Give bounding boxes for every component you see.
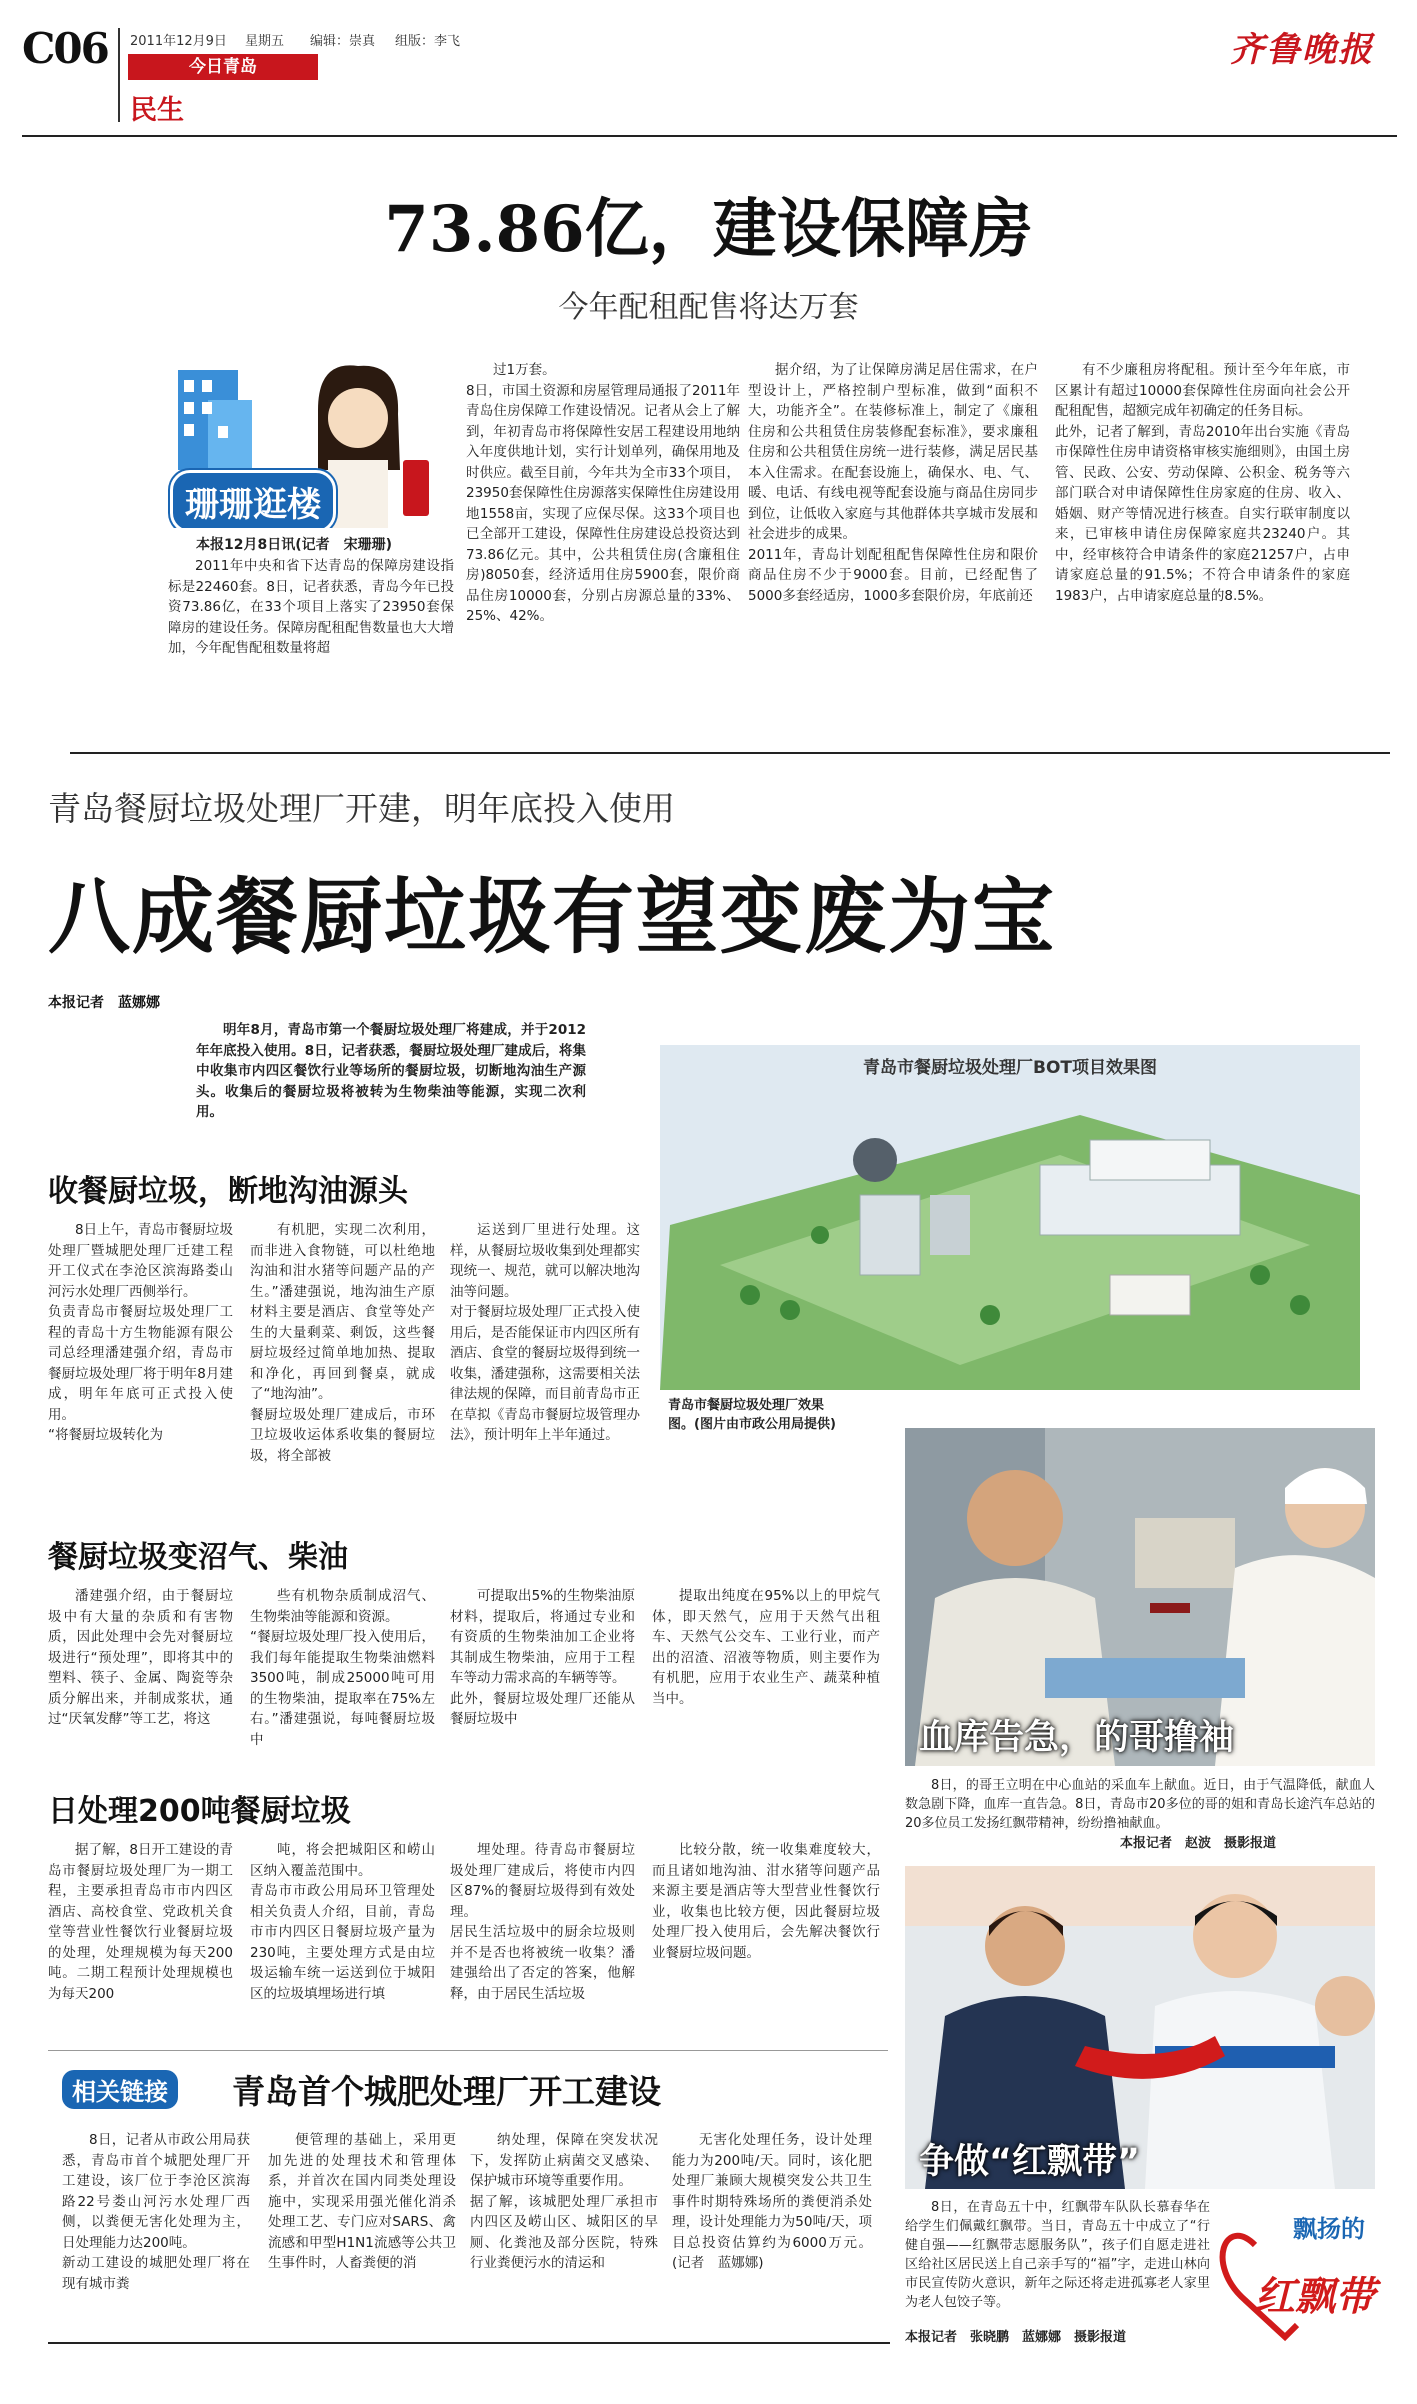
story2-s2-col-1-text: 潘建强介绍，由于餐厨垃圾中有大量的杂质和有害物质，因此处理中会先对餐厨垃圾进行“预处理”，即将其中的塑料、筷子、金属、陶瓷等杂质分解出来，并制成浆状，通过“厌氧发酵”等工艺，将这: [48, 1588, 233, 1727]
plant-rendering: [660, 1045, 1360, 1390]
story2-s1-col-1-text: 8日上午，青岛市餐厨垃圾处理厂暨城肥处理厂迁建工程开工仪式在李沧区滨海路娄山河污水处理厂西侧举行。 负责青岛市餐厨垃圾处理厂工程的青岛十方生物能源有限公司总经理潘建强介绍，青岛市餐厨垃圾处理厂将于明年8月建成，明年年底可正式投入使用。 “将餐厨垃圾转化为: [48, 1222, 233, 1443]
story2-headline: 八成餐厨垃圾有望变废为宝: [48, 869, 1057, 965]
story2-s3-col-4-text: 比较分散，统一收集难度较大，而且诸如地沟油、泔水猪等问题产品来源主要是酒店等大型营业性餐饮行业，收集也比较方便，因此餐厨垃圾处理厂投入使用后，会先解决餐饮行业餐厨垃圾问题。: [652, 1842, 880, 1961]
blood-donation-credit: 本报记者 赵波 摄影报道: [1120, 1836, 1277, 1851]
newspaper-logo: 齐鲁晚报: [1230, 30, 1374, 70]
story2-s2-col-2-text: 些有机物杂质制成沼气、生物柴油等能源和资源。 “餐厨垃圾处理厂投入使用后，我们每年能提取生物柴油燃料3500吨，制成25000吨可用的生物柴油，提取率在75%左右。”潘建强说，每吨餐厨垃圾中: [250, 1588, 435, 1748]
story3-col-2: [268, 2130, 456, 2330]
story1-bottom-rule: [70, 752, 1390, 754]
story2-s2-col-1: [48, 1586, 233, 1776]
section-name: 民生: [130, 95, 184, 126]
story2-s1-col-1: [48, 1220, 233, 1510]
blood-donation-overlay-title: 血库告急，的哥撸袖: [919, 1718, 1235, 1758]
story2-s3-col-3-text: 埋处理。待青岛市餐厨垃圾处理厂建成后，将使市内四区87%的餐厨垃圾得到有效处理。 居民生活垃圾中的厨余垃圾则并不是否也将被统一收集？潘建强给出了否定的答案，他解释，由于居民生活垃圾: [450, 1842, 635, 2002]
story1-column-2-text: 过1万套。 8日，市国土资源和房屋管理局通报了2011年青岛住房保障工作建设情况。记者从会上了解到，年初青岛市将保障性安居工程建设用地纳入年度供地计划，实行计划单列，确保用地及时供应。截至目前，今年共为全市33个项目，23950套保障性住房源落实保障性住房建设用地1558亩，实现了应保尽保。这33个项目也已全部开工建设，保障性住房建设总投资达到73.86亿元。其中，公共租赁住房(含廉租住房)8050套，经济适用住房5900套，限价商品住房10000套，分别占房源总量的33%、25%、42%。: [466, 362, 740, 624]
story1-headline: 73.86亿，建设保障房: [384, 192, 1033, 267]
page-number: C06: [22, 24, 108, 73]
story2-lead-text: 明年8月，青岛市第一个餐厨垃圾处理厂将建成，并于2012年年底投入使用。8日，记者获悉，餐厨垃圾处理厂建成后，将集中收集市内四区餐饮行业等场所的餐厨垃圾，切断地沟油生产源头。收集后的餐厨垃圾将被转为生物柴油等能源，实现二次利用。: [196, 1022, 586, 1120]
story2-s1-col-2: [250, 1220, 435, 1510]
story1-column-3-text: 据介绍，为了让保障房满足居住需求，在户型设计上，严格控制户型标准，做到“面积不大，功能齐全”。在装修标准上，制定了《廉租住房和公共租赁住房装修配套标准》，要求廉租住房和公共租赁住房统一进行装修，满足居民基本入住需求。在配套设施上，确保水、电、气、暖、电话、有线电视等配套设施与商品住房同步到位，让低收入家庭与其他群体共享城市发展和社会进步的成果。 2011年，青岛计划配租配售保障性住房和限价商品住房不少于9000套。目前，已经配售了5000多套经适房，1000多套限价房，年底前还: [748, 362, 1038, 604]
red-ribbon-credit: 本报记者 张晓鹏 蓝娜娜 摄影报道: [905, 2330, 1127, 2345]
story3-top-rule: [48, 2050, 888, 2051]
red-ribbon-caption: [905, 2198, 1210, 2312]
story1-column-2: [466, 360, 740, 690]
story1-column-1-text: 2011年中央和省下达青岛的保障房建设指标是22460套。8日，记者获悉，青岛今年已投资73.86亿，在33个项目上落实了23950套保障房的建设任务。保障房配租配售数量也大大增加，今年配售配租数量将超: [168, 558, 454, 656]
reporter-column-badge: [168, 330, 448, 528]
story2-s3-col-1: [48, 1840, 233, 2025]
story2-kicker: 青岛餐厨垃圾处理厂开建，明年底投入使用: [48, 789, 675, 828]
section-tag: 今日青岛: [128, 54, 318, 80]
plant-rendering-caption: 青岛市餐厨垃圾处理厂效果图。(图片由市政公用局提供): [668, 1398, 836, 1432]
story2-s3-col-1-text: 据了解，8日开工建设的青岛市餐厨垃圾处理厂为一期工程，主要承担青岛市市内四区酒店、高校食堂、党政机关食堂等营业性餐饮行业餐厨垃圾的处理，处理规模为每天200吨。二期工程预计处理规模也为每天200: [48, 1842, 233, 2002]
story3-bottom-rule: [48, 2342, 890, 2344]
story3-col-3: [470, 2130, 658, 2330]
red-ribbon-photo: [905, 1866, 1375, 2189]
red-ribbon-logo: [1215, 2205, 1385, 2345]
story1-column-4: [1055, 360, 1350, 690]
plant-rendering-graphic: [660, 1045, 1360, 1390]
story2-byline: 本报记者 蓝娜娜: [48, 995, 160, 1011]
layout-credit: 组版：李飞: [395, 34, 461, 49]
red-ribbon-overlay-title: 争做“红飘带”: [919, 2142, 1141, 2182]
issue-weekday: 星期五: [245, 34, 285, 49]
story2-s1-col-3: [450, 1220, 640, 1510]
story3-col-1: [62, 2130, 250, 2330]
story2-subhead-3: 日处理200吨餐厨垃圾: [48, 1794, 351, 1829]
story3-col-3-text: 纳处理，保障在突发状况下，发挥防止病菌交叉感染、保护城市环境等重要作用。 据了解，该城肥处理厂承担市内四区及崂山区、城阳区的早厕、化粪池及部分医院，特殊行业粪便污水的清运和: [470, 2132, 658, 2271]
story1-column-1: [168, 556, 454, 686]
story2-subhead-1: 收餐厨垃圾，断地沟油源头: [48, 1174, 408, 1209]
blood-donation-photo: [905, 1428, 1375, 1766]
story2-s3-col-2: [250, 1840, 435, 2025]
story2-s3-col-3: [450, 1840, 635, 2025]
blood-donation-caption-text: 8日，的哥王立明在中心血站的采血车上献血。近日，由于气温降低，献血人数急剧下降，血库一直告急。8日，青岛市20多位的哥的姐和青岛长途汽车总站的20多位员工发扬红飘带精神，纷纷撸袖献血。: [905, 1778, 1375, 1831]
red-ribbon-caption-text: 8日，在青岛五十中，红飘带车队队长慕春华在给学生们佩戴红飘带。当日，青岛五十中成立了“行健自强——红飘带志愿服务队”，孩子们自愿走进社区给社区居民送上自己亲手写的“福”字，走进山林向市民宣传防火意识，新年之际还将走进孤寡老人家里为老人包饺子等。: [905, 2200, 1210, 2310]
issue-date: 2011年12月9日: [130, 34, 227, 49]
story2-s1-col-2-text: 有机肥，实现二次利用，而非进入食物链，可以杜绝地沟油和泔水猪等问题产品的产生。”潘建强说，地沟油生产原材料主要是酒店、食堂等处产生的大量剩菜、剩饭，这些餐厨垃圾经过简单地加热、提取和净化，再回到餐桌，就成了“地沟油”。 餐厨垃圾处理厂建成后，市环卫垃圾收运体系收集的餐厨垃圾，将全部被: [250, 1222, 435, 1464]
story3-col-4-text: 无害化处理任务，设计处理能力为200吨/天。同时，该化肥处理厂兼顾大规模突发公共卫生事件时期特殊场所的粪便消杀处理，设计处理能力为50吨/天，项目总投资估算约为6000万元。(记者 蓝娜娜): [672, 2132, 872, 2271]
story3-col-4: [672, 2130, 872, 2330]
story1-column-4-text: 有不少廉租房将配租。预计至今年年底，市区累计有超过10000套保障性住房面向社会公开配租配售，超额完成年初确定的任务目标。 此外，记者了解到，青岛2010年出台实施《青岛市保障性住房申请资格审核实施细则》，由国土房管、民政、公安、劳动保障、公积金、税务等六部门联合对申请保障性住房家庭的住房、收入、婚姻、财产等情况进行核查。自实行联审制度以来，已审核申请住房保障家庭共23240户。其中，经审核符合申请条件的家庭21257户，占申请家庭总量的91.5%；不符合申请条件的家庭1983户，占申请家庭总量的8.5%。: [1055, 362, 1350, 604]
story2-s2-col-3: [450, 1586, 635, 1776]
story2-subhead-2: 餐厨垃圾变沼气、柴油: [48, 1540, 348, 1575]
masthead-divider: [118, 28, 120, 122]
story2-s2-col-4-text: 提取出纯度在95%以上的甲烷气体，即天然气，应用于天然气出租车、天然气公交车、工业行业，而产出的沼渣、沼液等物质，则主要作为有机肥，应用于农业生产、蔬菜种植当中。: [652, 1588, 880, 1707]
blood-donation-caption: [905, 1776, 1375, 1833]
story2-s2-col-2: [250, 1586, 435, 1776]
red-ribbon-logo-small: 飘扬的: [1293, 2215, 1365, 2243]
story2-s2-col-3-text: 可提取出5%的生物柴油原材料，提取后，将通过专业和有资质的生物柴油加工企业将其制成生物柴油，应用于工程车等动力需求高的车辆等等。 此外，餐厨垃圾处理厂还能从餐厨垃圾中: [450, 1588, 635, 1727]
red-ribbon-logo-big: 红飘带: [1255, 2273, 1375, 2320]
plant-rendering-title: 青岛市餐厨垃圾处理厂BOT项目效果图: [862, 1058, 1157, 1078]
story2-s2-col-4: [652, 1586, 880, 1776]
story3-col-1-text: 8日，记者从市政公用局获悉，青岛市首个城肥处理厂开工建设，该厂位于李沧区滨海路22号娄山河污水处理厂西侧，以粪便无害化处理为主，日处理能力达200吨。 新动工建设的城肥处理厂将在现有城市粪: [62, 2132, 250, 2292]
related-link-badge: 相关链接: [62, 2070, 178, 2109]
story1-column-3: [748, 360, 1038, 690]
column-badge-title: 珊珊逛楼: [170, 470, 336, 528]
story2-lead: [196, 1020, 586, 1138]
story1-byline: 本报12月8日讯(记者 宋珊珊): [196, 537, 393, 553]
story3-col-2-text: 便管理的基础上，采用更加先进的处理技术和管理体系，并首次在国内同类处理设施中，实现采用强光催化消杀处理工艺、专门应对SARS、禽流感和甲型H1N1流感等公共卫生事件时，人畜粪便的消: [268, 2132, 456, 2271]
masthead-rule: [22, 135, 1397, 137]
story3-headline: 青岛首个城肥处理厂开工建设: [232, 2072, 661, 2111]
story1-subhead: 今年配租配售将达万套: [558, 290, 859, 325]
story2-s1-col-3-text: 运送到厂里进行处理。这样，从餐厨垃圾收集到处理都实现统一、规范，就可以解决地沟油等问题。 对于餐厨垃圾处理厂正式投入使用后，是否能保证市内四区所有酒店、食堂的餐厨垃圾得到统一收集，潘建强称，这需要相关法律法规的保障，而目前青岛市正在草拟《青岛市餐厨垃圾管理办法》，预计明年上半年通过。: [450, 1222, 640, 1443]
story2-s3-col-2-text: 吨，将会把城阳区和崂山区纳入覆盖范围中。 青岛市市政公用局环卫管理处相关负责人介绍，目前，青岛市市内四区日餐厨垃圾产量为230吨，主要处理方式是由垃圾运输车统一运送到位于城阳区的垃圾填埋场进行填: [250, 1842, 435, 2002]
story2-s3-col-4: [652, 1840, 880, 2025]
editor-credit: 编辑：崇真: [310, 34, 376, 49]
